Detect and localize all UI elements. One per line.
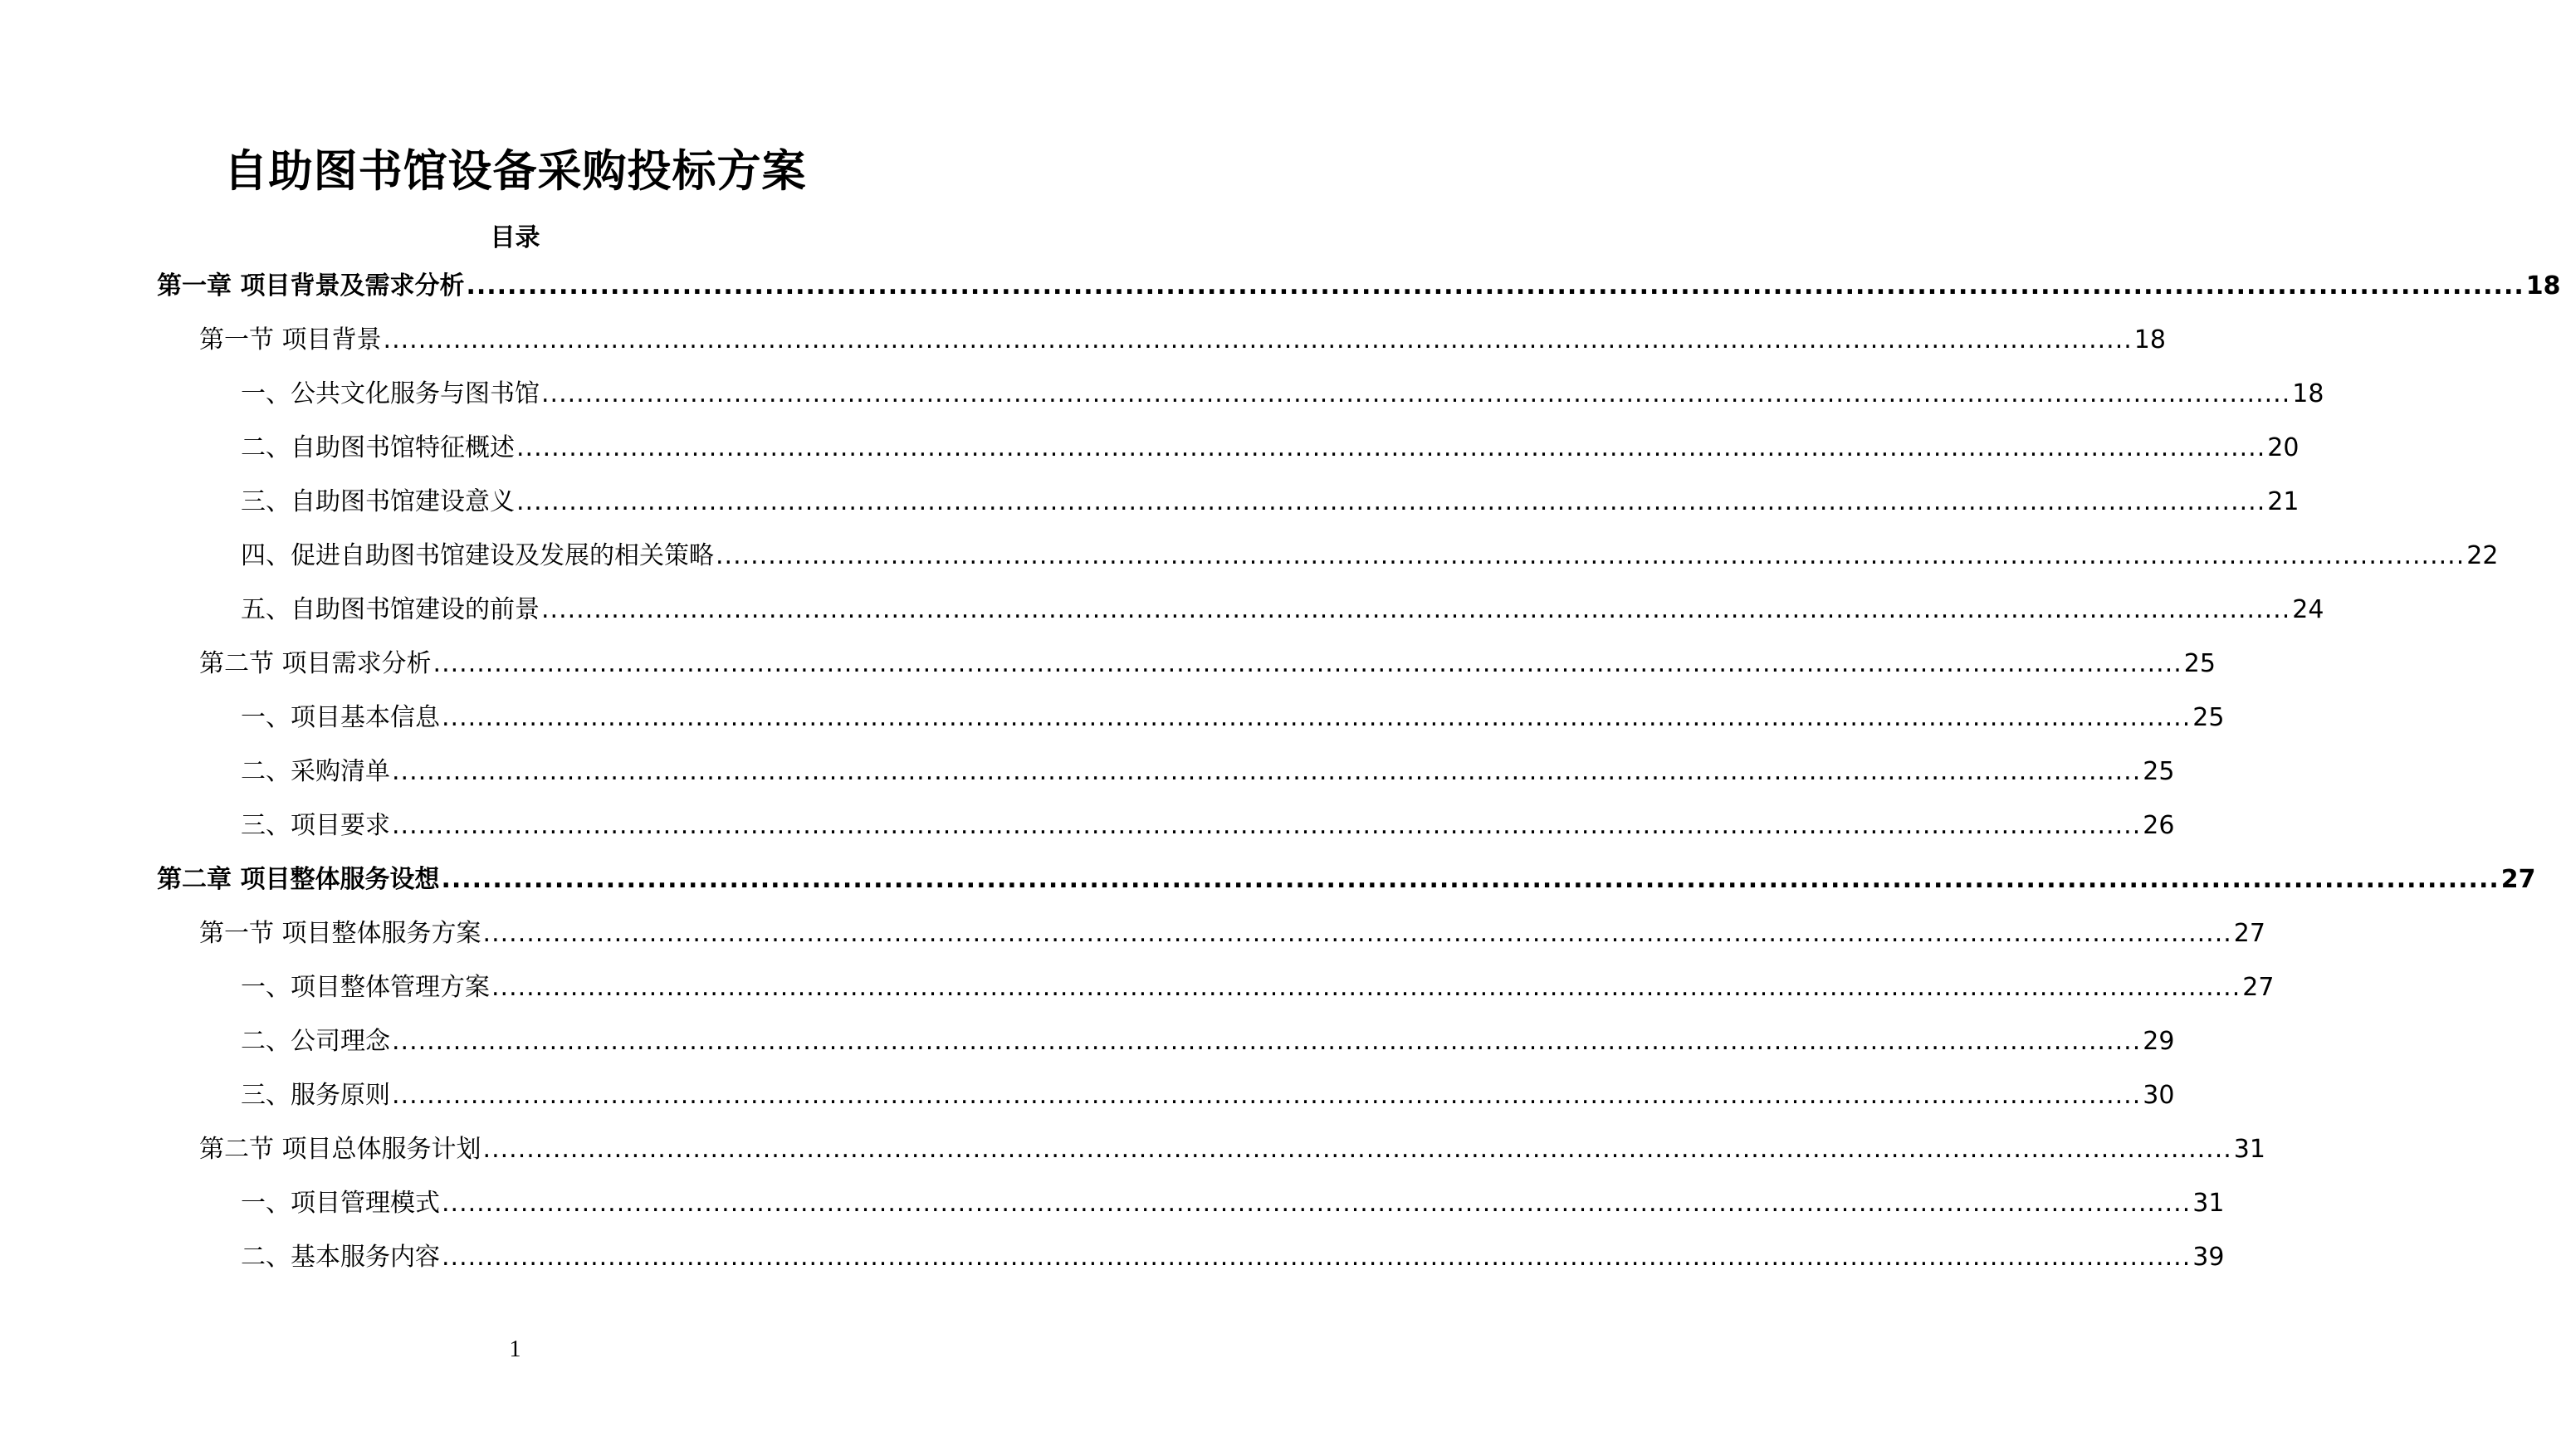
toc-entry-title: 三、自助图书馆建设意义 — [241, 487, 515, 516]
toc-dot-leader: ........................................................................................................................................................................................................ — [392, 1027, 2142, 1056]
toc-entry-page: 27 — [2242, 973, 2275, 1002]
toc-entry-page: 18 — [2292, 379, 2324, 408]
toc-entry-page: 20 — [2267, 433, 2300, 462]
toc-dot-leader: ........................................................................................................................................................................................................ — [392, 811, 2142, 840]
toc-entry-title: 第二节 项目需求分析 — [199, 649, 432, 678]
toc-entry-page: 25 — [2183, 649, 2216, 678]
toc-entry-title: 第二节 项目总体服务计划 — [199, 1135, 481, 1164]
toc-dot-leader: ........................................................................................................................................................................................................ — [482, 1135, 2232, 1164]
toc-entry-title: 第二章 项目整体服务设想 — [157, 865, 440, 894]
toc-entry-page: 26 — [2143, 811, 2175, 840]
toc-section-entry[interactable] — [199, 1131, 2265, 1168]
toc-entry-title: 二、基本服务内容 — [241, 1243, 440, 1272]
toc-entry-title: 三、项目要求 — [241, 811, 390, 840]
toc-heading: 目录 — [490, 223, 540, 252]
toc-dot-leader: ........................................................................................................................................................................................................ — [482, 919, 2232, 948]
toc-dot-leader: ........................................................................................................................................................................................................ — [491, 973, 2241, 1002]
toc-entry-title: 第一章 项目背景及需求分析 — [157, 271, 465, 300]
toc-dot-leader: ........................................................................................................................................................................................................ — [466, 271, 2524, 300]
toc-entry-page: 24 — [2292, 595, 2324, 624]
toc-dot-leader: ........................................................................................................................................................................................................ — [442, 703, 2192, 732]
toc-subsection-entry[interactable] — [241, 484, 2300, 520]
toc-entry-title: 一、公共文化服务与图书馆 — [241, 379, 540, 408]
toc-dot-leader: ........................................................................................................................................................................................................ — [516, 487, 2266, 516]
toc-entry-page: 27 — [2233, 919, 2265, 948]
toc-subsection-entry[interactable] — [241, 376, 2324, 413]
toc-entry-page: 39 — [2192, 1243, 2225, 1272]
toc-dot-leader: ........................................................................................................................................................................................................ — [541, 595, 2291, 624]
toc-subsection-entry[interactable] — [241, 538, 2499, 574]
toc-subsection-entry[interactable] — [241, 970, 2275, 1006]
toc-entry-page: 18 — [2525, 271, 2561, 300]
toc-subsection-entry[interactable] — [241, 1239, 2225, 1276]
toc-entry-title: 一、项目基本信息 — [241, 703, 440, 732]
toc-dot-leader: ........................................................................................................................................................................................................ — [541, 379, 2291, 408]
toc-dot-leader: ........................................................................................................................................................................................................ — [383, 325, 2133, 354]
document-title: 自助图书馆设备采购投标方案 — [223, 146, 807, 197]
toc-entry-title: 三、服务原则 — [241, 1081, 390, 1110]
toc-entry-page: 25 — [2192, 703, 2225, 732]
toc-entry-title: 第一节 项目整体服务方案 — [199, 919, 481, 948]
toc-dot-leader: ........................................................................................................................................................................................................ — [442, 1243, 2192, 1272]
toc-entry-title: 第一节 项目背景 — [199, 325, 382, 354]
toc-chapter-entry[interactable] — [157, 862, 2536, 898]
toc-subsection-entry[interactable] — [241, 1024, 2175, 1060]
toc-dot-leader: ........................................................................................................................................................................................................ — [716, 541, 2466, 570]
toc-subsection-entry[interactable] — [241, 592, 2324, 628]
toc-chapter-entry[interactable] — [157, 268, 2561, 305]
toc-dot-leader: ........................................................................................................................................................................................................ — [441, 865, 2500, 894]
toc-dot-leader: ........................................................................................................................................................................................................ — [433, 649, 2182, 678]
toc-entry-page: 30 — [2143, 1081, 2175, 1110]
toc-dot-leader: ........................................................................................................................................................................................................ — [392, 1081, 2142, 1110]
toc-dot-leader: ........................................................................................................................................................................................................ — [392, 757, 2142, 786]
toc-subsection-entry[interactable] — [241, 430, 2300, 467]
toc-section-entry[interactable] — [199, 322, 2166, 359]
toc-entry-title: 二、自助图书馆特征概述 — [241, 433, 515, 462]
toc-subsection-entry[interactable] — [241, 808, 2175, 844]
toc-dot-leader: ........................................................................................................................................................................................................ — [516, 433, 2266, 462]
toc-entry-page: 31 — [2192, 1189, 2225, 1218]
toc-entry-title: 二、采购清单 — [241, 757, 390, 786]
toc-entry-page: 29 — [2143, 1027, 2175, 1056]
toc-entry-title: 一、项目管理模式 — [241, 1189, 440, 1218]
toc-section-entry[interactable] — [199, 916, 2265, 952]
page-number: 1 — [509, 1336, 521, 1362]
toc-subsection-entry[interactable] — [241, 754, 2175, 790]
toc-entry-page: 25 — [2143, 757, 2175, 786]
toc-entry-page: 22 — [2466, 541, 2499, 570]
toc-entry-title: 一、项目整体管理方案 — [241, 973, 490, 1002]
toc-entry-title: 四、促进自助图书馆建设及发展的相关策略 — [241, 541, 714, 570]
toc-entry-title: 五、自助图书馆建设的前景 — [241, 595, 540, 624]
toc-entry-page: 31 — [2233, 1135, 2265, 1164]
toc-subsection-entry[interactable] — [241, 1185, 2225, 1222]
toc-section-entry[interactable] — [199, 646, 2216, 682]
toc-entry-page: 21 — [2267, 487, 2300, 516]
toc-entry-page: 27 — [2500, 865, 2536, 894]
toc-dot-leader: ........................................................................................................................................................................................................ — [442, 1189, 2192, 1218]
toc-subsection-entry[interactable] — [241, 1077, 2175, 1114]
toc-entry-title: 二、公司理念 — [241, 1027, 390, 1056]
toc-entry-page: 18 — [2133, 325, 2166, 354]
toc-subsection-entry[interactable] — [241, 700, 2225, 736]
